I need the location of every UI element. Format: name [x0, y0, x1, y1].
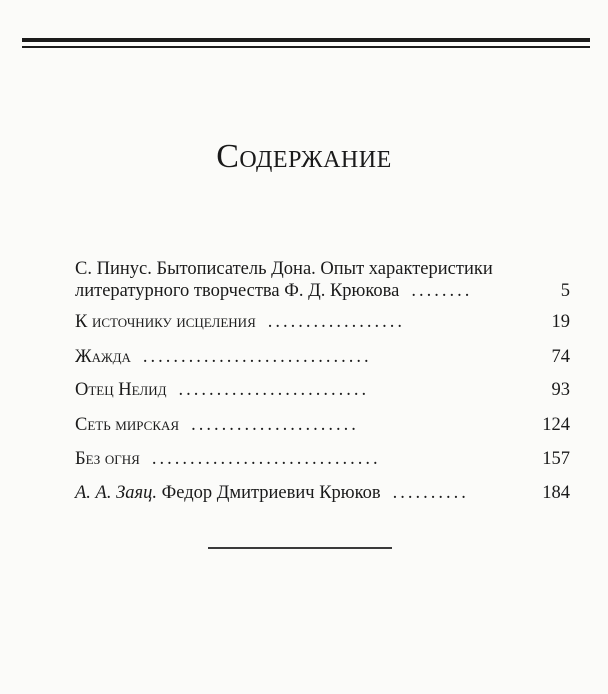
toc-leader-dots: .................. [267, 312, 405, 332]
footer-rule [208, 547, 392, 549]
toc-entry-5 [75, 414, 570, 436]
toc-entry-title: Федор Дмитриевич Крюков [161, 483, 381, 503]
toc-entry-title-continued: литературного творчества Ф. Д. Крюкова [75, 281, 400, 301]
toc-entry-title: Отец Нелид [75, 380, 167, 400]
toc-entry-title: К источнику исцеления [75, 312, 256, 332]
toc-entry-1-line-1 [75, 258, 570, 280]
toc-page-number: 19 [551, 312, 570, 332]
toc-entry-title: Сеть мирская [75, 415, 180, 435]
toc-entry-heading [75, 482, 381, 504]
toc-leader-dots: ......................... [178, 380, 370, 400]
toc-leader-dots: .......... [392, 483, 469, 503]
toc-entry-6 [75, 448, 570, 470]
toc-leader-dots: ...................... [191, 415, 359, 435]
toc-page-number: 74 [551, 347, 570, 367]
toc-page-number: 157 [542, 449, 570, 469]
toc-leader-dots: .............................. [151, 449, 381, 469]
toc-page-number: 93 [551, 380, 570, 400]
page-title: Содержание [216, 138, 392, 175]
toc-page-number: 124 [542, 415, 570, 435]
toc-page-number: 184 [542, 483, 570, 503]
toc-entry-title: Без огня [75, 449, 140, 469]
toc-entry-title: Жажда [75, 347, 131, 367]
toc-leader-dots: ........ [411, 281, 473, 301]
toc-entry-author: С. Пинус. [75, 259, 152, 279]
toc-entry-title: Бытописатель Дона. Опыт характеристики [156, 259, 493, 279]
toc-entry-2 [75, 311, 570, 333]
toc-entry-author: А. А. Заяц. [75, 483, 157, 503]
header-rule-thin [22, 46, 590, 48]
toc-leader-dots: .............................. [142, 347, 372, 367]
toc-entry-7 [75, 482, 570, 504]
toc-entry-3 [75, 346, 570, 368]
toc-entry-1-line-2 [75, 280, 570, 302]
header-rule-thick [22, 38, 590, 42]
toc-entry-4 [75, 379, 570, 401]
toc-page-number: 5 [560, 281, 570, 301]
